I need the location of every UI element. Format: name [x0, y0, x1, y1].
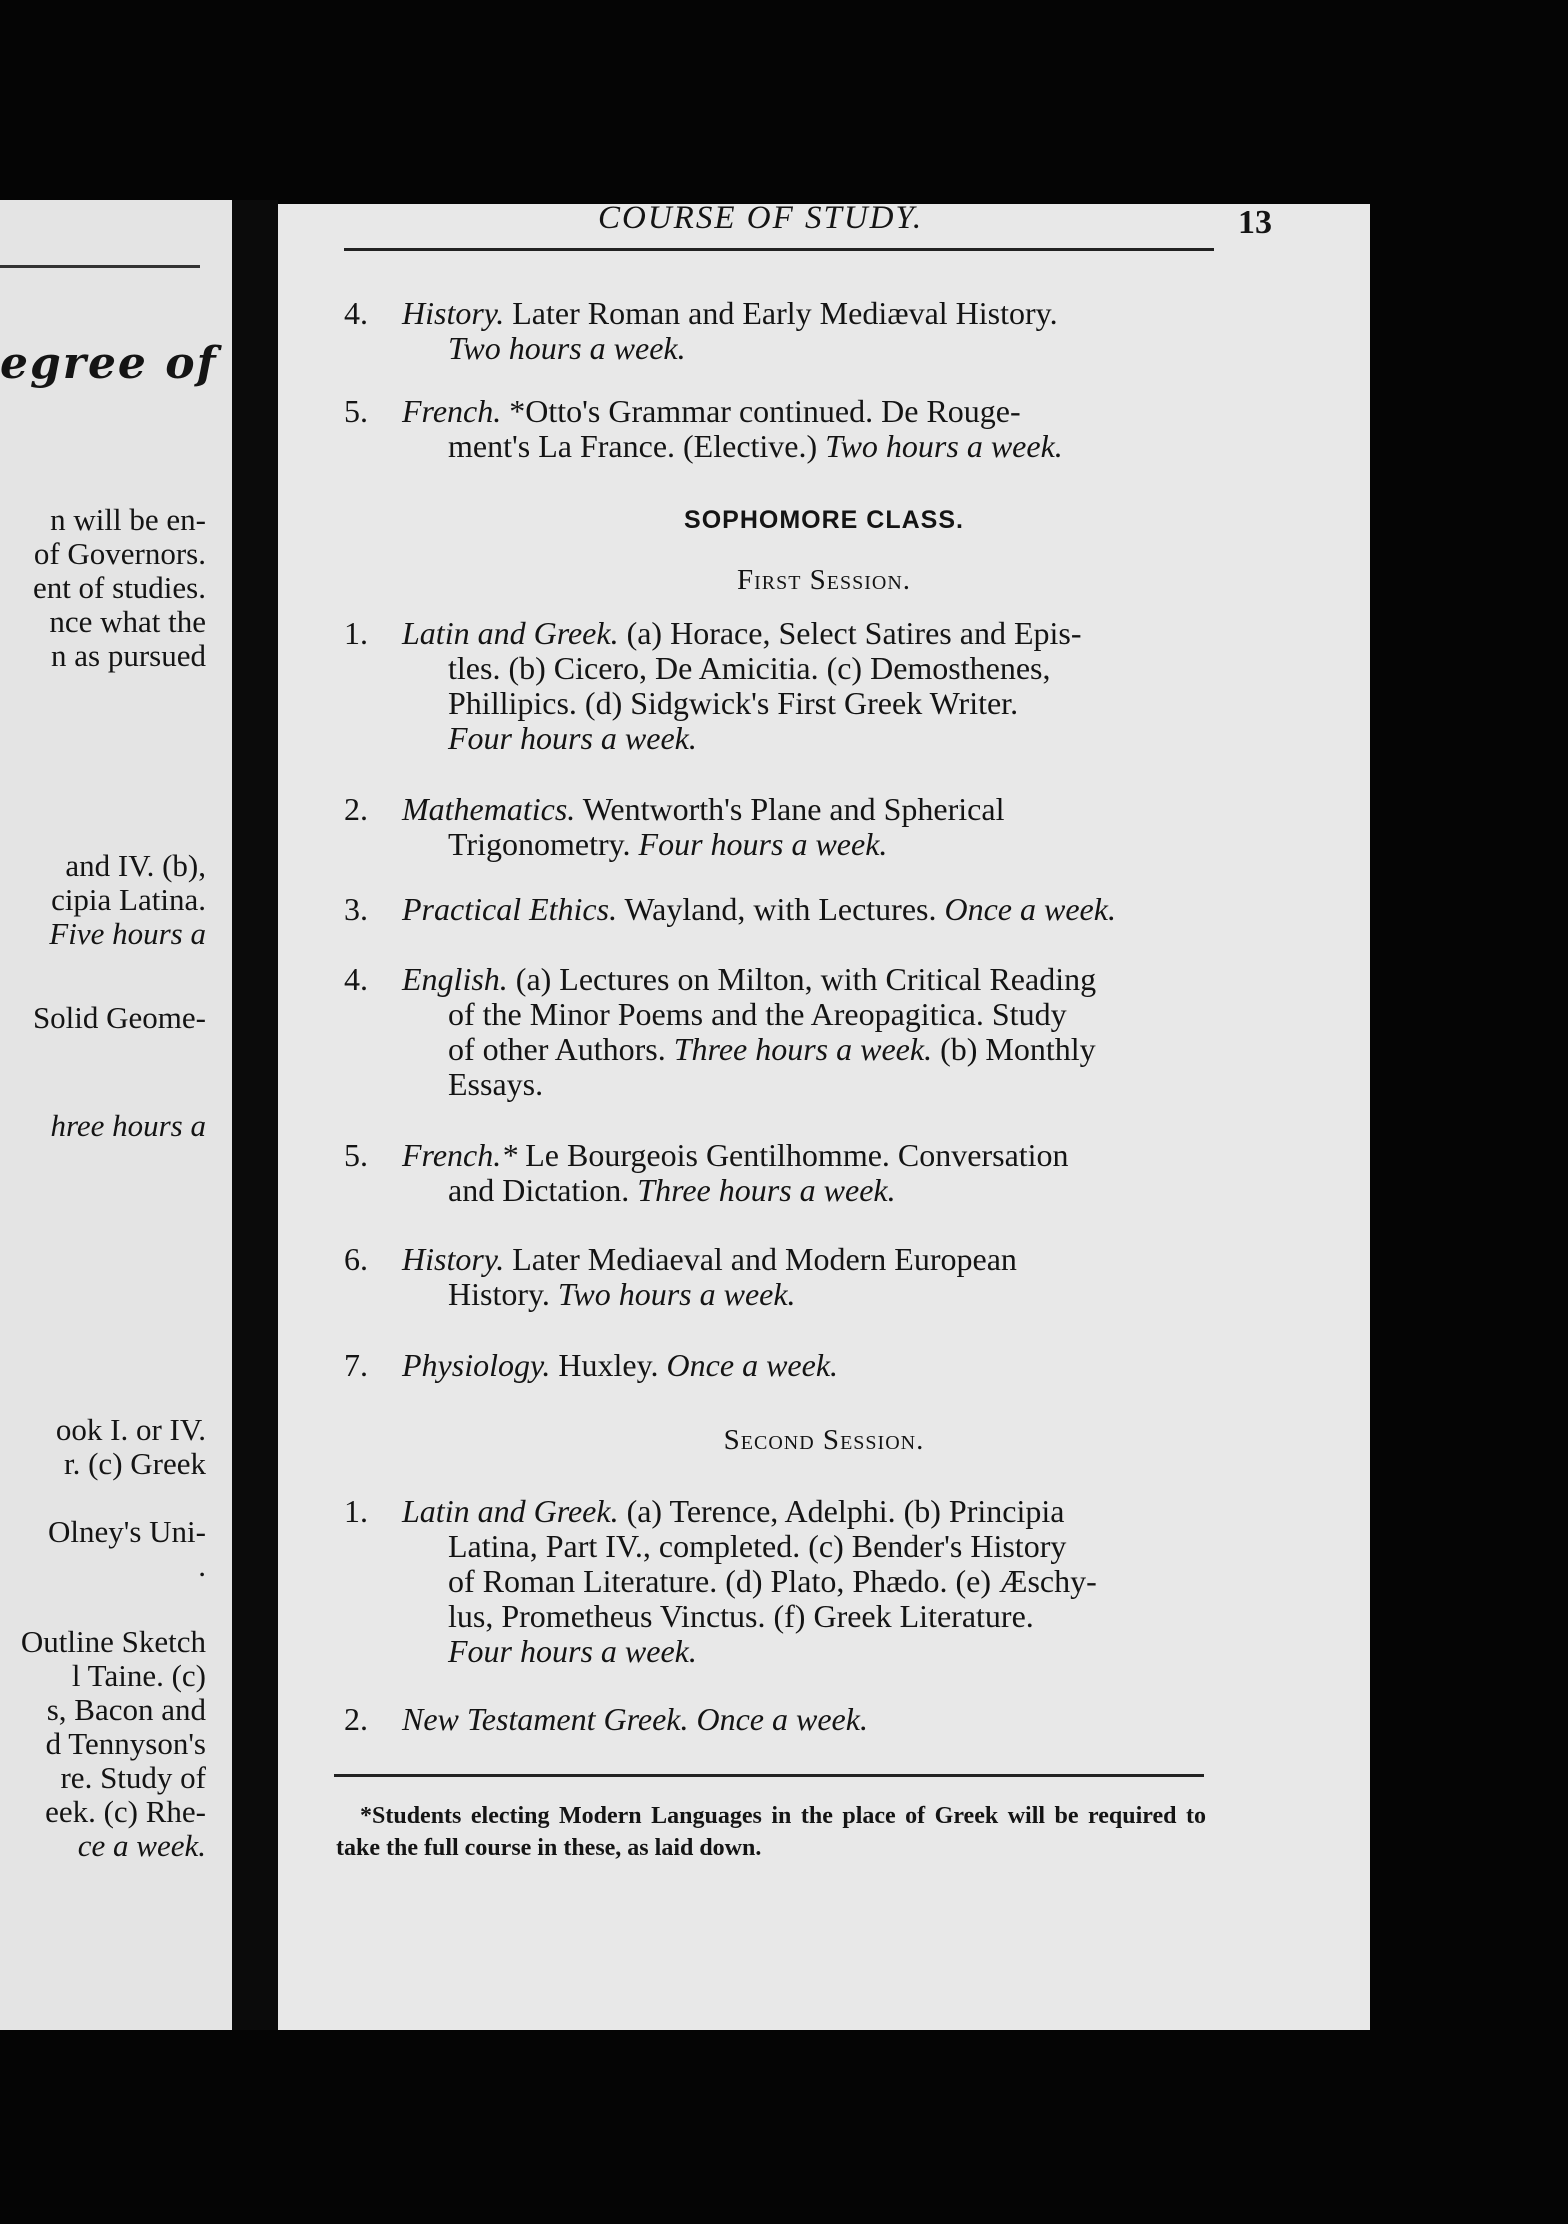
item-line	[402, 616, 1208, 651]
left-page-line: Outline Sketch	[20, 1624, 206, 1659]
course-item	[344, 1242, 1208, 1312]
item-text	[402, 962, 1208, 1102]
item-text	[402, 792, 1208, 862]
right-page	[278, 204, 1370, 2030]
roman-text: Le Bourgeois Gentilhomme. Conversation	[517, 1137, 1069, 1173]
italic-text: Physiology.	[402, 1347, 551, 1383]
item-line	[402, 1067, 1208, 1102]
italic-text: History.	[402, 1241, 505, 1277]
left-page-line: hree hours a	[50, 1108, 206, 1143]
item-text	[402, 1242, 1208, 1312]
roman-text: (a) Terence, Adelphi. (b) Principia	[618, 1493, 1065, 1529]
roman-text: of the Minor Poems and the Areopagitica. Study	[448, 996, 1067, 1032]
italic-text: French.	[402, 393, 502, 429]
roman-text: of other Authors.	[448, 1031, 674, 1067]
item-line	[402, 892, 1208, 927]
item-number: 3.	[344, 891, 368, 927]
italic-text: Once a week.	[944, 891, 1116, 927]
roman-text: History.	[448, 1276, 558, 1312]
roman-text: (a) Lectures on Milton, with Critical Reading	[507, 961, 1097, 997]
roman-text: (a) Horace, Select Satires and Epis-	[618, 615, 1082, 651]
second-session-heading: Second Session.	[723, 1424, 925, 1456]
left-page-line: Olney's Uni-	[48, 1514, 206, 1549]
left-page-heading: egree of	[0, 338, 218, 389]
footnote-rule	[334, 1774, 1204, 1777]
item-text	[402, 892, 1208, 927]
roman-text: Wentworth's Plane and Spherical	[575, 791, 1005, 827]
item-number: 5.	[344, 393, 368, 429]
item-line	[402, 1242, 1208, 1277]
roman-text: Latina, Part IV., completed. (c) Bender's History	[448, 1528, 1067, 1564]
item-line	[402, 296, 1208, 331]
course-item	[344, 962, 1208, 1102]
item-line	[402, 651, 1208, 686]
course-item	[344, 1494, 1208, 1669]
item-line	[402, 997, 1208, 1032]
item-line	[402, 1564, 1208, 1599]
book-gutter	[232, 200, 278, 2030]
footnote: *Students electing Modern Languages in the place of Greek will be required to take the full course in these, as laid down.	[336, 1803, 1206, 1861]
italic-text: New Testament Greek.	[402, 1701, 689, 1737]
italic-text: Two hours a week.	[825, 428, 1063, 464]
left-page-line: eek. (c) Rhe-	[45, 1794, 206, 1829]
left-page-line: nce what the	[49, 604, 206, 639]
item-line	[402, 429, 1208, 464]
item-line	[402, 686, 1208, 721]
header-rule	[344, 248, 1214, 251]
left-page-line: Five hours a	[49, 916, 206, 951]
item-line	[402, 331, 1208, 366]
item-line	[402, 1348, 1208, 1383]
left-page-line: Solid Geome-	[32, 1000, 206, 1035]
left-page-line: and IV. (b),	[65, 848, 206, 883]
item-line	[402, 962, 1208, 997]
item-line	[402, 1634, 1208, 1669]
left-page-line: s, Bacon and	[46, 1692, 206, 1727]
running-header-title: COURSE OF STUDY.	[598, 204, 924, 236]
italic-text: Two hours a week.	[557, 1276, 796, 1312]
item-line	[402, 827, 1208, 862]
left-page-line: cipia Latina.	[51, 882, 206, 917]
roman-text: lus, Prometheus Vinctus. (f) Greek Literature.	[448, 1598, 1034, 1634]
left-page-line: re. Study of	[60, 1760, 206, 1795]
left-page-line: l Taine. (c)	[71, 1658, 206, 1693]
italic-text: Three hours a week.	[673, 1031, 933, 1067]
italic-text: Four hours a week.	[638, 826, 888, 862]
roman-text: Later Roman and Early Mediæval History.	[504, 295, 1058, 331]
course-item	[344, 892, 1208, 927]
left-page-line: .	[198, 1548, 206, 1583]
item-number: 4.	[344, 961, 368, 997]
first-session-heading: First Session.	[736, 564, 912, 596]
item-text	[402, 616, 1208, 756]
item-number: 6.	[344, 1241, 368, 1277]
left-page-line: ce a week.	[77, 1828, 206, 1863]
roman-text: (b) Monthly	[932, 1031, 1096, 1067]
item-text	[402, 1348, 1208, 1383]
italic-text: Latin and Greek.	[402, 1493, 619, 1529]
item-line	[402, 792, 1208, 827]
left-facing-page	[0, 200, 232, 2030]
italic-text: Latin and Greek.	[402, 615, 619, 651]
course-item	[344, 1138, 1208, 1208]
roman-text: Trigonometry.	[448, 826, 639, 862]
italic-text: History.	[402, 295, 505, 331]
item-line	[402, 1529, 1208, 1564]
roman-text: Later Mediaeval and Modern European	[504, 1241, 1017, 1277]
left-page-line: n will be en-	[50, 502, 206, 537]
item-line	[402, 1277, 1208, 1312]
left-page-line: ook I. or IV.	[55, 1412, 206, 1447]
italic-text: Four hours a week.	[448, 720, 697, 756]
item-text	[402, 1702, 1208, 1737]
item-line	[402, 721, 1208, 756]
left-page-line: r. (c) Greek	[64, 1446, 206, 1481]
roman-text: *Otto's Grammar continued. De Rouge-	[501, 393, 1021, 429]
left-page-line: of Governors.	[33, 536, 206, 571]
item-text	[402, 1138, 1208, 1208]
roman-text: tles. (b) Cicero, De Amicitia. (c) Demosthenes,	[448, 650, 1051, 686]
item-number: 7.	[344, 1347, 368, 1383]
course-item	[344, 1348, 1208, 1383]
course-item	[344, 394, 1208, 464]
item-text	[402, 296, 1208, 366]
roman-text: Essays.	[448, 1066, 544, 1102]
roman-text: Wayland, with Lectures.	[617, 891, 945, 927]
item-number: 5.	[344, 1137, 368, 1173]
course-item	[344, 1702, 1208, 1737]
left-page-line: d Tennyson's	[45, 1726, 206, 1761]
course-item	[344, 296, 1208, 366]
left-page-rule	[0, 265, 200, 268]
course-item	[344, 792, 1208, 862]
item-text	[402, 394, 1208, 464]
class-heading: SOPHOMORE CLASS.	[684, 506, 964, 534]
italic-text: English.	[402, 961, 508, 997]
italic-text: Four hours a week.	[448, 1633, 697, 1669]
item-text	[402, 1494, 1208, 1669]
italic-text: Once a week.	[696, 1701, 868, 1737]
roman-text: and Dictation.	[448, 1172, 638, 1208]
item-number: 2.	[344, 1701, 368, 1737]
item-number: 4.	[344, 295, 368, 331]
item-line	[402, 1173, 1208, 1208]
italic-text: French.*	[402, 1137, 518, 1173]
roman-text: ment's La France. (Elective.)	[448, 428, 826, 464]
item-number: 1.	[344, 615, 368, 651]
roman-text: of Roman Literature. (d) Plato, Phædo. (e) Æschy-	[448, 1563, 1097, 1599]
roman-text: Phillipics. (d) Sidgwick's First Greek Writer.	[448, 685, 1019, 721]
item-line	[402, 1138, 1208, 1173]
left-page-line: ent of studies.	[32, 570, 206, 605]
item-number: 1.	[344, 1493, 368, 1529]
italic-text: Mathematics.	[402, 791, 576, 827]
italic-text: Two hours a week.	[448, 330, 686, 366]
italic-text: Once a week.	[666, 1347, 839, 1383]
page-number: 13	[1238, 204, 1272, 241]
roman-text: Huxley.	[550, 1347, 667, 1383]
italic-text: Practical Ethics.	[402, 891, 618, 927]
item-line	[402, 1599, 1208, 1634]
left-page-line: n as pursued	[51, 638, 206, 673]
italic-text: Three hours a week.	[637, 1172, 896, 1208]
item-line	[402, 1032, 1208, 1067]
item-line	[402, 1702, 1208, 1737]
item-line	[402, 1494, 1208, 1529]
item-number: 2.	[344, 791, 368, 827]
item-line	[402, 394, 1208, 429]
course-item	[344, 616, 1208, 756]
